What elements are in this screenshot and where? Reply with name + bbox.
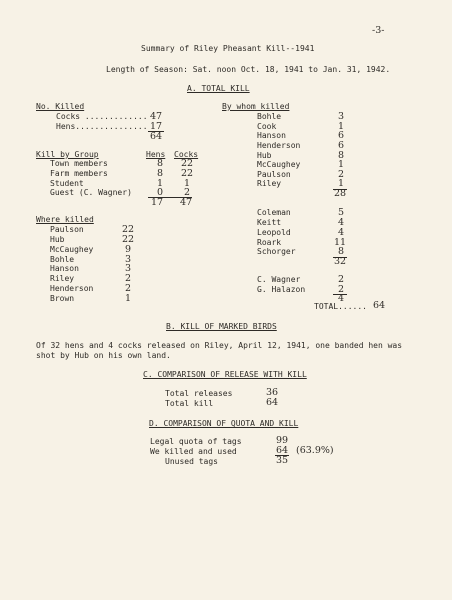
group-row-label: Student	[50, 179, 84, 188]
group-total-cocks: 47	[180, 197, 193, 208]
kill-by-group-heading: Kill by Group	[36, 150, 99, 159]
where-row-label: Henderson	[50, 284, 94, 293]
cocks-value: 47	[150, 111, 163, 122]
hunter-name: Schorger	[257, 247, 296, 256]
hunter-kill: 8	[338, 246, 345, 257]
legal-quota-label: Legal quota of tags	[150, 437, 242, 446]
hunter-name: Leopold	[257, 228, 291, 237]
hunter-name: Hub	[257, 151, 272, 160]
where-row-label: Riley	[50, 274, 75, 283]
hunter-name: Bohle	[257, 112, 282, 121]
group-row-cocks: 22	[181, 158, 194, 169]
season-length: Length of Season: Sat. noon Oct. 18, 1941 to Jan. 31, 1942.	[106, 65, 391, 74]
group-row-hens: 8	[157, 158, 164, 169]
total-kill-value: 64	[266, 397, 279, 408]
hunter-kill: 11	[334, 237, 347, 248]
hunter-kill: 6	[338, 140, 345, 151]
where-row-value: 2	[125, 273, 132, 284]
where-row-value: 22	[122, 234, 135, 245]
section-a-heading: A. TOTAL KILL	[187, 84, 250, 93]
hunter-kill: 1	[338, 121, 345, 132]
hunter-name: Coleman	[257, 208, 291, 217]
section-c-heading: C. COMPARISON OF RELEASE WITH KILL	[143, 370, 307, 379]
hunter-name: McCaughey	[257, 160, 301, 169]
group-row-cocks: 22	[181, 168, 194, 179]
cocks-label: Cocks .............	[56, 112, 148, 121]
hunter-name: G. Halazon	[257, 285, 306, 294]
group-row-cocks: 1	[184, 178, 191, 189]
percent-used: (63.9%)	[296, 445, 334, 456]
group-row-cocks: 2	[184, 187, 191, 198]
hunter-kill: 3	[338, 111, 345, 122]
hunter-kill: 1	[338, 178, 345, 189]
group2-total: 32	[334, 256, 347, 267]
where-row-label: McCaughey	[50, 245, 94, 254]
total-releases-value: 36	[266, 387, 279, 398]
section-b-text-line-2: shot by Hub on his own land.	[36, 351, 171, 360]
grand-total-label: TOTAL......	[314, 302, 367, 311]
hunter-kill: 8	[338, 150, 345, 161]
total-kill-label: Total kill	[165, 399, 214, 408]
hunter-kill: 2	[338, 169, 345, 180]
group1-total: 28	[334, 188, 347, 199]
where-row-label: Paulson	[50, 225, 84, 234]
hunter-name: Cook	[257, 122, 277, 131]
section-b-heading: B. KILL OF MARKED BIRDS	[166, 322, 277, 331]
no-killed-total: 64	[150, 131, 163, 142]
hunter-name: Hanson	[257, 131, 286, 140]
hunter-kill: 5	[338, 207, 345, 218]
where-row-label: Hanson	[50, 264, 79, 273]
hunter-name: Roark	[257, 238, 282, 247]
section-d-heading: D. COMPARISON OF QUOTA AND KILL	[149, 419, 299, 428]
hunter-kill: 4	[338, 227, 345, 238]
hunter-kill: 6	[338, 130, 345, 141]
group-total-hens: 17	[151, 197, 164, 208]
section-b-text-line-1: Of 32 hens and 4 cocks released on Riley, April 12, 1941, one banded hen was	[36, 341, 403, 350]
where-row-value: 3	[125, 263, 132, 274]
group3-total: 4	[338, 293, 345, 304]
group-row-hens: 1	[157, 178, 164, 189]
group-row-label: Guest (C. Wagner)	[50, 188, 132, 197]
hunter-name: Paulson	[257, 170, 291, 179]
page-title: Summary of Riley Pheasant Kill--1941	[141, 44, 315, 53]
where-row-label: Brown	[50, 294, 75, 303]
hens-label: Hens...............	[56, 122, 148, 131]
where-row-value: 3	[125, 254, 132, 265]
group-row-hens: 0	[157, 187, 164, 198]
hens-value: 17	[150, 121, 163, 132]
where-killed-heading: Where killed	[36, 215, 94, 224]
total-releases-label: Total releases	[165, 389, 233, 398]
group-row-hens: 8	[157, 168, 164, 179]
hunter-kill: 1	[338, 159, 345, 170]
where-row-value: 2	[125, 283, 132, 294]
hunter-kill: 2	[338, 274, 345, 285]
where-row-label: Hub	[50, 235, 65, 244]
hunter-name: Riley	[257, 179, 282, 188]
where-row-value: 22	[122, 224, 135, 235]
group-row-label: Farm members	[50, 169, 108, 178]
by-whom-heading: By whom killed	[222, 102, 290, 111]
hunter-kill: 2	[338, 284, 345, 295]
hunter-kill: 4	[338, 217, 345, 228]
unused-tags-label: Unused tags	[165, 457, 218, 466]
where-row-value: 9	[125, 244, 132, 255]
grand-total-value: 64	[373, 300, 386, 311]
where-row-value: 1	[125, 293, 132, 304]
no-killed-heading: No. Killed	[36, 102, 85, 111]
where-row-label: Bohle	[50, 255, 75, 264]
killed-used-label: We killed and used	[150, 447, 237, 456]
hunter-name: Keitt	[257, 218, 282, 227]
hunter-name: Henderson	[257, 141, 301, 150]
page-number: -3-	[372, 25, 385, 36]
unused-tags-value: 35	[276, 455, 289, 466]
hens-column-header: Hens	[146, 150, 166, 159]
group-row-label: Town members	[50, 159, 108, 168]
cocks-column-header: Cocks	[174, 150, 199, 159]
hunter-name: C. Wagner	[257, 275, 301, 284]
killed-used-value: 64	[276, 445, 289, 456]
legal-quota-value: 99	[276, 435, 289, 446]
